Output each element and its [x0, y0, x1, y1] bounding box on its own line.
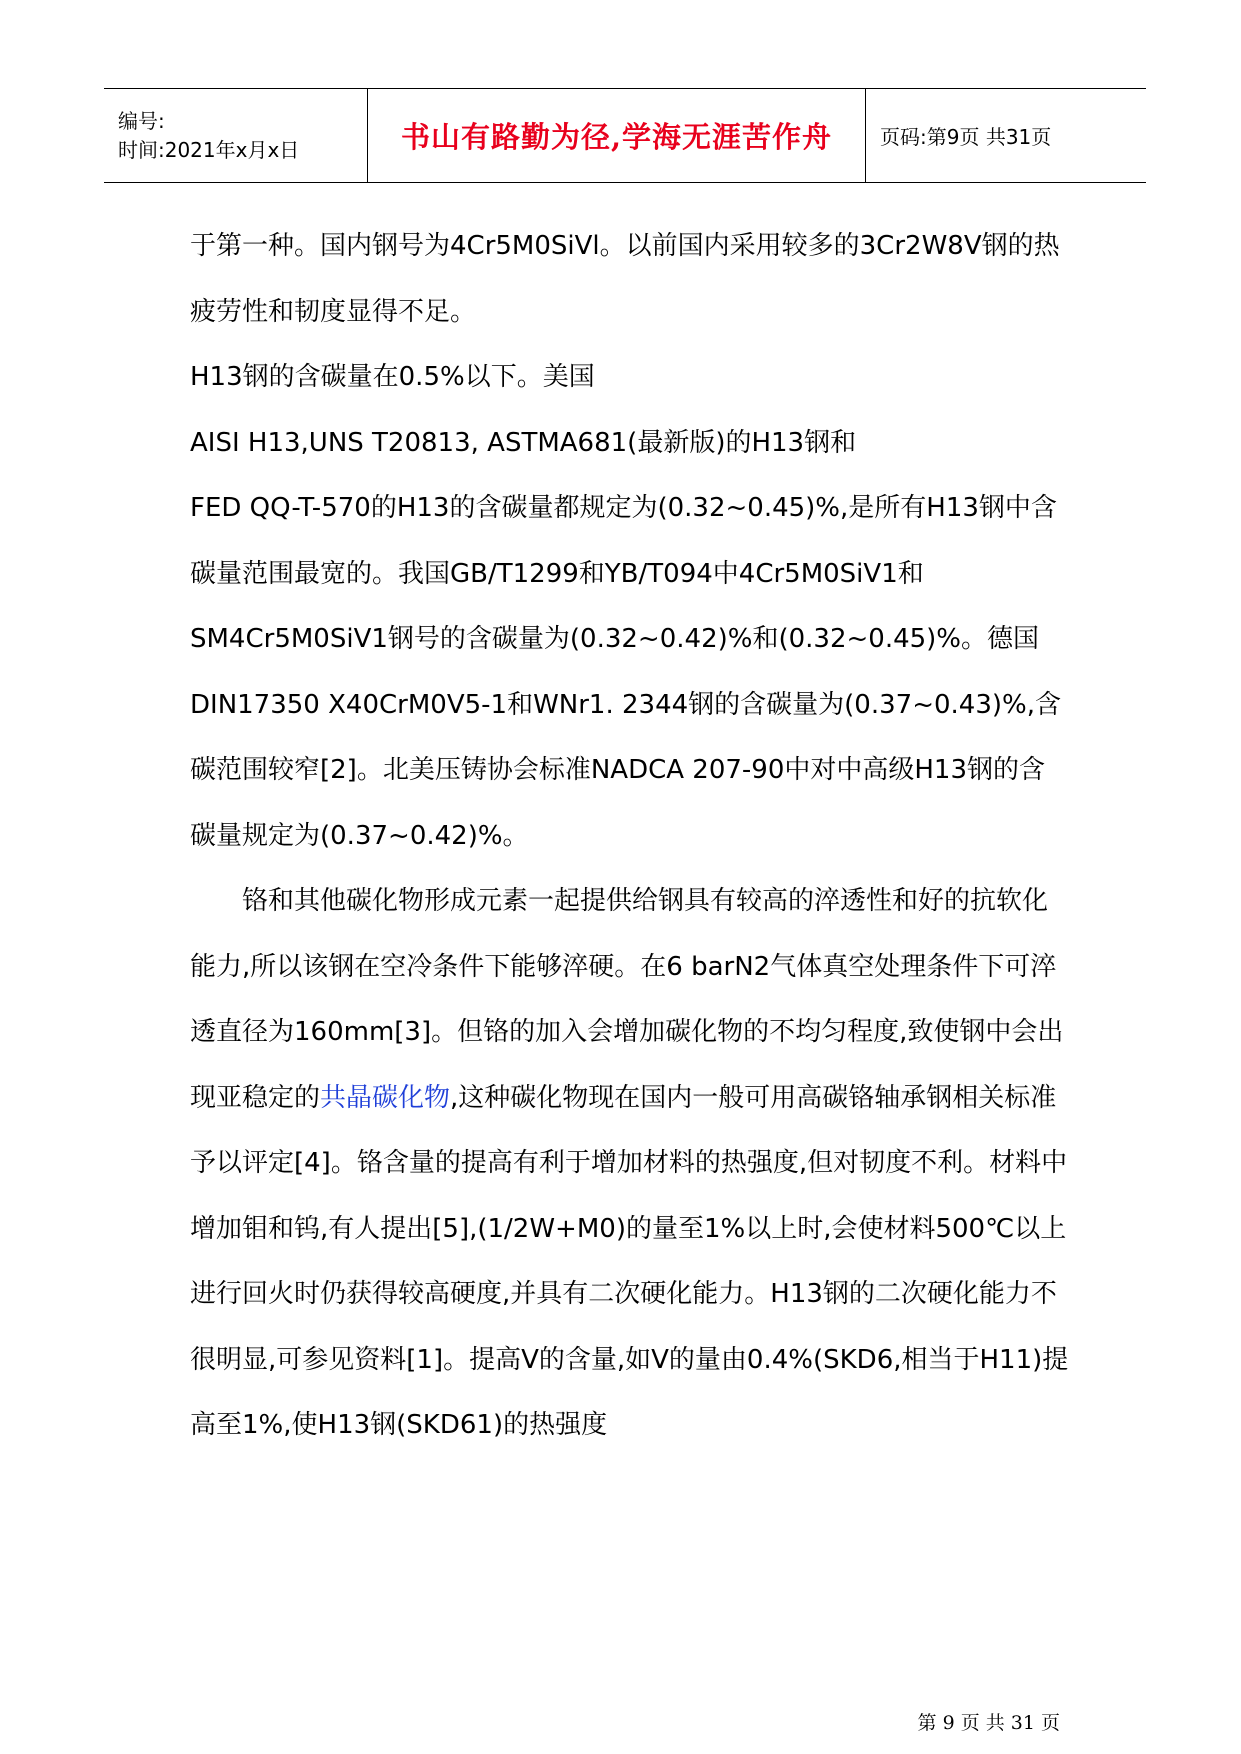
header-motto: 书山有路勤为径,学海无涯苦作舟 — [400, 120, 833, 154]
paragraph — [190, 869, 1070, 1459]
page-footer: 第 9 页 共 31 页 — [917, 1712, 1060, 1734]
header-motto-cell — [368, 89, 866, 182]
header-page-cell — [866, 89, 1146, 182]
document-time-label: 时间:2021年x月x日 — [118, 137, 300, 162]
paragraph: AISI H13,UNS T20813, ASTMA681(最新版)的H13钢和 — [190, 427, 857, 458]
document-number-label: 编号: — [118, 108, 165, 133]
paragraph: 于第一种。国内钢号为4Cr5M0SiVl。以前国内采用较多的3Cr2W8V钢的热疲劳性和韧度显得不足。 — [190, 231, 1060, 327]
paragraph-text: 铬和其他碳化物形成元素一起提供给钢具有较高的淬透性和好的抗软化能力,所以该钢在空冷条件下能够淬硬。在6 barN2气体真空处理条件下可淬透直径为160mm[3]。但铬的加入会增加碳化物的不均匀程度,致使钢中会出现亚稳定的 — [190, 886, 1064, 1113]
paragraph: FED QQ-T-570的H13的含碳量都规定为(0.32~0.45)%,是所有H13钢中含碳量范围最宽的。我国GB/T1299和YB/T094中4Cr5M0SiV1和SM4Cr5M0SiV1钢号的含碳量为(0.32~0.42)%和(0.32~0.45)%。德国DIN17350 X40CrM0V5-1和WNr1. 2344钢的含碳量为(0.37~0.43)%,含碳范围较窄[2]。北美压铸协会标准NADCA 207-90中对中高级H13钢的含碳量规定为(0.37~0.42)%。 — [190, 493, 1061, 851]
paragraph: H13钢的含碳量在0.5%以下。美国 — [190, 362, 595, 392]
page-header — [104, 88, 1146, 183]
paragraph-text: ,这种碳化物现在国内一般可用高碳铬轴承钢相关标准予以评定[4]。铬含量的提高有利于增加材料的热强度,但对韧度不利。材料中增加钼和钨,有人提出[5],(1/2W+M0)的量至1%以上时,会使材料500℃以上进行回火时仍获得较高硬度,并具有二次硬化能力。H13钢的二次硬化能力不很明显,可参见资料[1]。提高V的含量,如V的量由0.4%(SKD6,相当于H11)提高至1%,使H13钢(SKD61)的热强度 — [190, 1082, 1069, 1440]
header-page-number: 页码:第9页 共31页 — [880, 125, 1052, 149]
document-body — [190, 214, 1070, 1459]
header-meta-cell — [104, 89, 368, 182]
eutectic-carbide-link[interactable]: 共晶碳化物 — [320, 1082, 451, 1113]
